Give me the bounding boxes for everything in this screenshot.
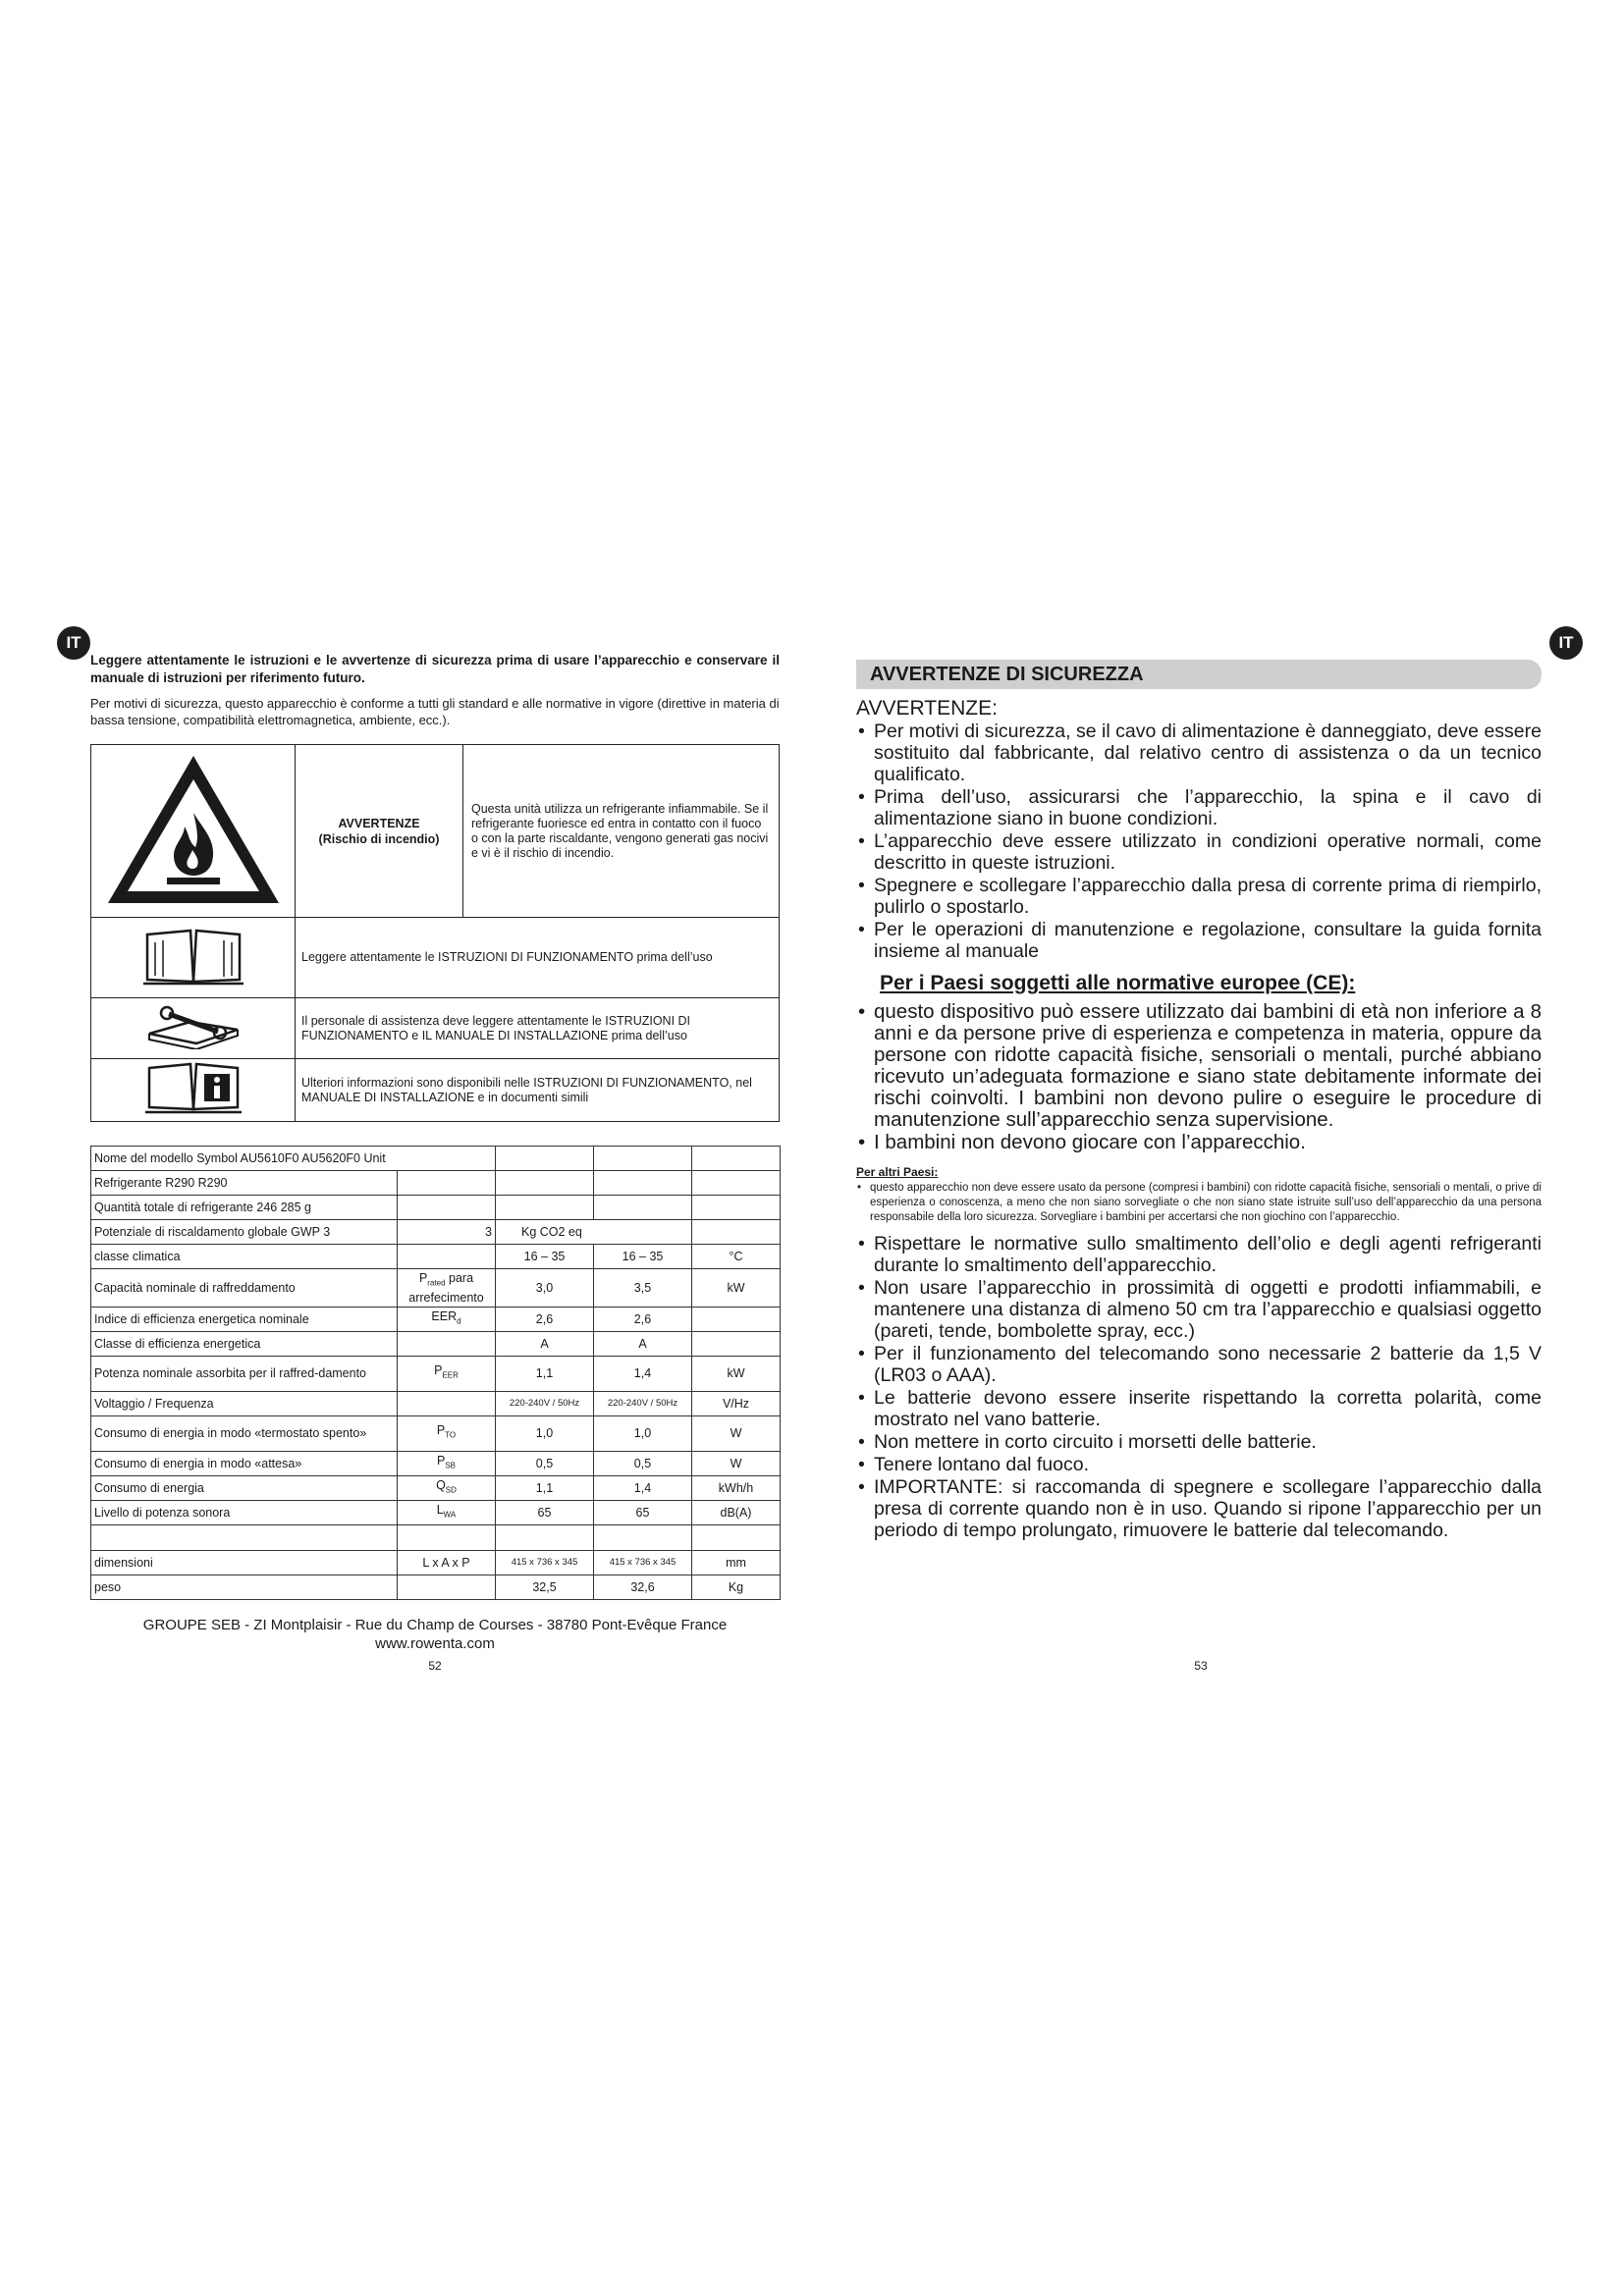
climate-value-2: 16 – 35 (594, 1245, 692, 1269)
final-warnings-list (856, 1233, 1542, 1541)
standby-label: Consumo di energia in modo «attesa» (91, 1451, 398, 1475)
gwp-unit: Kg CO2 eq (496, 1220, 692, 1245)
dimensions-unit: mm (692, 1550, 781, 1575)
power-value-1: 1,1 (496, 1356, 594, 1391)
table-row (91, 1171, 781, 1196)
table-row (91, 1356, 781, 1391)
cooling-symbol: $P_{rated}$ para arrefecimento (398, 1269, 496, 1308)
power-symbol: $P_{EER}$ (398, 1356, 496, 1391)
table-row (91, 1220, 781, 1245)
other-countries-list (856, 1181, 1542, 1225)
list-item: • IMPORTANTE: si raccomanda di spegnere e scollegare l’apparecchio dalla presa di corrente quando non è in uso. Quando si ripone l’apparecchio per un periodo di tempo prolungato, rimuovere le batterie dal telecomando. (856, 1476, 1542, 1541)
standby-value-1: 0,5 (496, 1451, 594, 1475)
warnings-list (856, 721, 1542, 962)
eer-value-2: 2,6 (594, 1307, 692, 1331)
voltage-value-1: 220-240V / 50Hz (496, 1391, 594, 1415)
cooling-value-1: 3,0 (496, 1269, 594, 1308)
language-badge-left: IT (57, 626, 90, 660)
list-item: • Rispettare le normative sullo smaltimento dell’olio e degli agenti refrigeranti durante lo smaltimento dell’apparecchio. (856, 1233, 1542, 1276)
info-manual-icon (91, 1059, 296, 1122)
standby-unit: W (692, 1451, 781, 1475)
voltage-label: Voltaggio / Frequenza (91, 1391, 398, 1415)
dimensions-label: dimensioni (91, 1550, 398, 1575)
table-row (91, 1575, 781, 1599)
weight-label: peso (91, 1575, 398, 1599)
table-row (91, 1475, 781, 1500)
quantity-row: Quantità totale di refrigerante 246 285 g (91, 1196, 398, 1220)
consumption-symbol: $Q_{SD}$ (398, 1475, 496, 1500)
thermostat-unit: W (692, 1415, 781, 1451)
voltage-unit: V/Hz (692, 1391, 781, 1415)
manual-text: Leggere attentamente le ISTRUZIONI DI FUNZIONAMENTO prima dell’uso (296, 918, 780, 998)
footer-address-line: GROUPE SEB - ZI Montplaisir - Rue du Champ de Courses - 38780 Pont-Evêque France (142, 1617, 728, 1633)
fire-warning-icon (91, 745, 296, 918)
weight-value-2: 32,6 (594, 1575, 692, 1599)
list-item: • L’apparecchio deve essere utilizzato in condizioni operative normali, come descritto in queste istruzioni. (856, 830, 1542, 874)
list-item: • questo apparecchio non deve essere usato da persone (compresi i bambini) con ridotte capacità fisiche, sensoriali o mentali, o prive di esperienza o conoscenza, a meno che non siano sorvegliate o che non siano state istruite sull’uso dell’apparecchio da una persona responsabile della loro sicurezza. Sorvegliare i bambini per accertarsi che non giochino con l’apparecchio. (856, 1181, 1542, 1225)
left-page-intro (90, 652, 780, 728)
warning-text: Questa unità utilizza un refrigerante infiammabile. Se il refrigerante fuoriesce ed entra in contatto con il fuoco o con la parte riscaldante, vengono generati gas nocivi e vi è il rischio di incendio. (463, 745, 780, 918)
warning-title (296, 745, 463, 918)
table-row (91, 1196, 781, 1220)
standby-value-2: 0,5 (594, 1451, 692, 1475)
list-item: • Per le operazioni di manutenzione e regolazione, consultare la guida fornita insieme al manuale (856, 919, 1542, 962)
consumption-label: Consumo di energia (91, 1475, 398, 1500)
standby-symbol: $P_{SB}$ (398, 1451, 496, 1475)
list-item: • Non usare l’apparecchio in prossimità di oggetti e prodotti infiammabili, e mantenere una distanza di almeno 50 cm tra l’apparecchio e qualsiasi oggetto (pareti, tende, bombolette spray, ecc.) (856, 1277, 1542, 1342)
info-manual-text: Ulteriori informazioni sono disponibili nelle ISTRUZIONI DI FUNZIONAMENTO, nel MANUALE DI INSTALLAZIONE e in documenti simili (296, 1059, 780, 1122)
table-row (91, 1550, 781, 1575)
power-unit: kW (692, 1356, 781, 1391)
footer-address (90, 1616, 780, 1653)
page-number-right: 53 (1194, 1659, 1208, 1673)
table-row (91, 1415, 781, 1451)
model-row: Nome del modello Symbol AU5610F0 AU5620F0 Unit (91, 1147, 496, 1171)
warning-title-line1: AVVERTENZE (338, 816, 420, 830)
list-item: • Non mettere in corto circuito i morsetti delle batterie. (856, 1431, 1542, 1453)
cooling-unit: kW (692, 1269, 781, 1308)
ce-list (856, 1001, 1542, 1153)
manual-book-icon (91, 918, 296, 998)
intro-bold-text: Leggere attentamente le istruzioni e le avvertenze di sicurezza prima di usare l’apparecchio e conservare il manuale di istruzioni per riferimento futuro. (90, 653, 780, 685)
thermostat-value-1: 1,0 (496, 1415, 594, 1451)
list-item: • I bambini non devono giocare con l’apparecchio. (856, 1132, 1542, 1153)
eer-unit (692, 1307, 781, 1331)
sound-label: Livello di potenza sonora (91, 1500, 398, 1524)
list-item: • Prima dell’uso, assicurarsi che l’apparecchio, la spina e il cavo di alimentazione siano in buone condizioni. (856, 786, 1542, 829)
right-page (856, 660, 1542, 1542)
consumption-value-1: 1,1 (496, 1475, 594, 1500)
list-item: • Per motivi di sicurezza, se il cavo di alimentazione è danneggiato, deve essere sostituito dal fabbricante, dal relativo centro di assistenza o da un tecnico qualificato. (856, 721, 1542, 785)
list-item: • Le batterie devono essere inserite rispettando la corretta polarità, come mostrato nel vano batterie. (856, 1387, 1542, 1430)
power-value-2: 1,4 (594, 1356, 692, 1391)
dimensions-symbol: L x A x P (398, 1550, 496, 1575)
energy-class-label: Classe di efficienza energetica (91, 1331, 398, 1356)
gwp-label: Potenziale di riscaldamento globale GWP 3 (91, 1220, 398, 1245)
service-manual-text: Il personale di assistenza deve leggere attentamente le ISTRUZIONI DI FUNZIONAMENTO e IL MANUALE DI INSTALLAZIONE prima dell’uso (296, 998, 780, 1059)
thermostat-value-2: 1,0 (594, 1415, 692, 1451)
refrigerant-row: Refrigerante R290 R290 (91, 1171, 398, 1196)
table-row (91, 1307, 781, 1331)
safety-symbols-table (90, 744, 780, 1122)
section-title-bar: AVVERTENZE DI SICUREZZA (856, 660, 1542, 689)
climate-unit: °C (692, 1245, 781, 1269)
energy-class-value-2: A (594, 1331, 692, 1356)
cooling-label: Capacità nominale di raffreddamento (91, 1269, 398, 1308)
eer-symbol: $EER_d$ (398, 1307, 496, 1331)
climate-value-1: 16 – 35 (496, 1245, 594, 1269)
table-row (91, 1245, 781, 1269)
page-number-left: 52 (428, 1659, 442, 1673)
language-badge-right: IT (1549, 626, 1583, 660)
eer-value-1: 2,6 (496, 1307, 594, 1331)
thermostat-symbol: $P_{TO}$ (398, 1415, 496, 1451)
cooling-value-2: 3,5 (594, 1269, 692, 1308)
energy-class-value-1: A (496, 1331, 594, 1356)
thermostat-label: Consumo di energia in modo «termostato spento» (91, 1415, 398, 1451)
weight-unit: Kg (692, 1575, 781, 1599)
table-row (91, 1331, 781, 1356)
warning-title-line2: (Rischio di incendio) (318, 831, 440, 846)
avvertenze-title: AVVERTENZE: (856, 697, 998, 720)
gwp-value: 3 (398, 1220, 496, 1245)
sound-value-2: 65 (594, 1500, 692, 1524)
specifications-table (90, 1146, 781, 1600)
list-item: • Per il funzionamento del telecomando sono necessarie 2 batterie da 1,5 V (LR03 o AAA). (856, 1343, 1542, 1386)
climate-label: classe climatica (91, 1245, 398, 1269)
eer-label: Indice di efficienza energetica nominale (91, 1307, 398, 1331)
weight-value-1: 32,5 (496, 1575, 594, 1599)
consumption-value-2: 1,4 (594, 1475, 692, 1500)
table-row (91, 1500, 781, 1524)
consumption-unit: kWh/h (692, 1475, 781, 1500)
table-row (91, 1391, 781, 1415)
list-item: • questo dispositivo può essere utilizzato dai bambini di età non inferiore a 8 anni e da persone prive di esperienza e competenza in materia, oppure da persone con ridotte capacità fisiche, sensoriali o mentali, purché abbiano ricevuto un’adeguata formazione e siano state debitamente informate dei rischi coinvolti. I bambini non devono pulire o eseguire le procedure di manutenzione sull’apparecchio senza supervisione. (856, 1001, 1542, 1131)
table-row (91, 1269, 781, 1308)
table-row-empty (91, 1524, 781, 1550)
intro-normal-text: Per motivi di sicurezza, questo apparecchio è conforme a tutti gli standard e alle normative in vigore (direttive in materia di bassa tensione, compatibilità elettromagnetica, ambiente, ecc.). (90, 696, 780, 727)
table-row (91, 1451, 781, 1475)
sound-value-1: 65 (496, 1500, 594, 1524)
footer-website: www.rowenta.com (375, 1635, 495, 1652)
table-row (91, 1147, 781, 1171)
energy-class-unit (692, 1331, 781, 1356)
other-countries-heading: Per altri Paesi: (856, 1165, 939, 1179)
power-label: Potenza nominale assorbita per il raffred-damento (91, 1356, 398, 1391)
list-item: • Spegnere e scollegare l’apparecchio dalla presa di corrente prima di riempirlo, pulirlo o spostarlo. (856, 875, 1542, 918)
sound-unit: dB(A) (692, 1500, 781, 1524)
list-item: • Tenere lontano dal fuoco. (856, 1454, 1542, 1475)
sound-symbol: $L_{WA}$ (398, 1500, 496, 1524)
service-manual-icon (91, 998, 296, 1059)
dimensions-value-1: 415 x 736 x 345 (496, 1550, 594, 1575)
dimensions-value-2: 415 x 736 x 345 (594, 1550, 692, 1575)
voltage-value-2: 220-240V / 50Hz (594, 1391, 692, 1415)
ce-heading: Per i Paesi soggetti alle normative europee (CE): (880, 972, 1356, 994)
